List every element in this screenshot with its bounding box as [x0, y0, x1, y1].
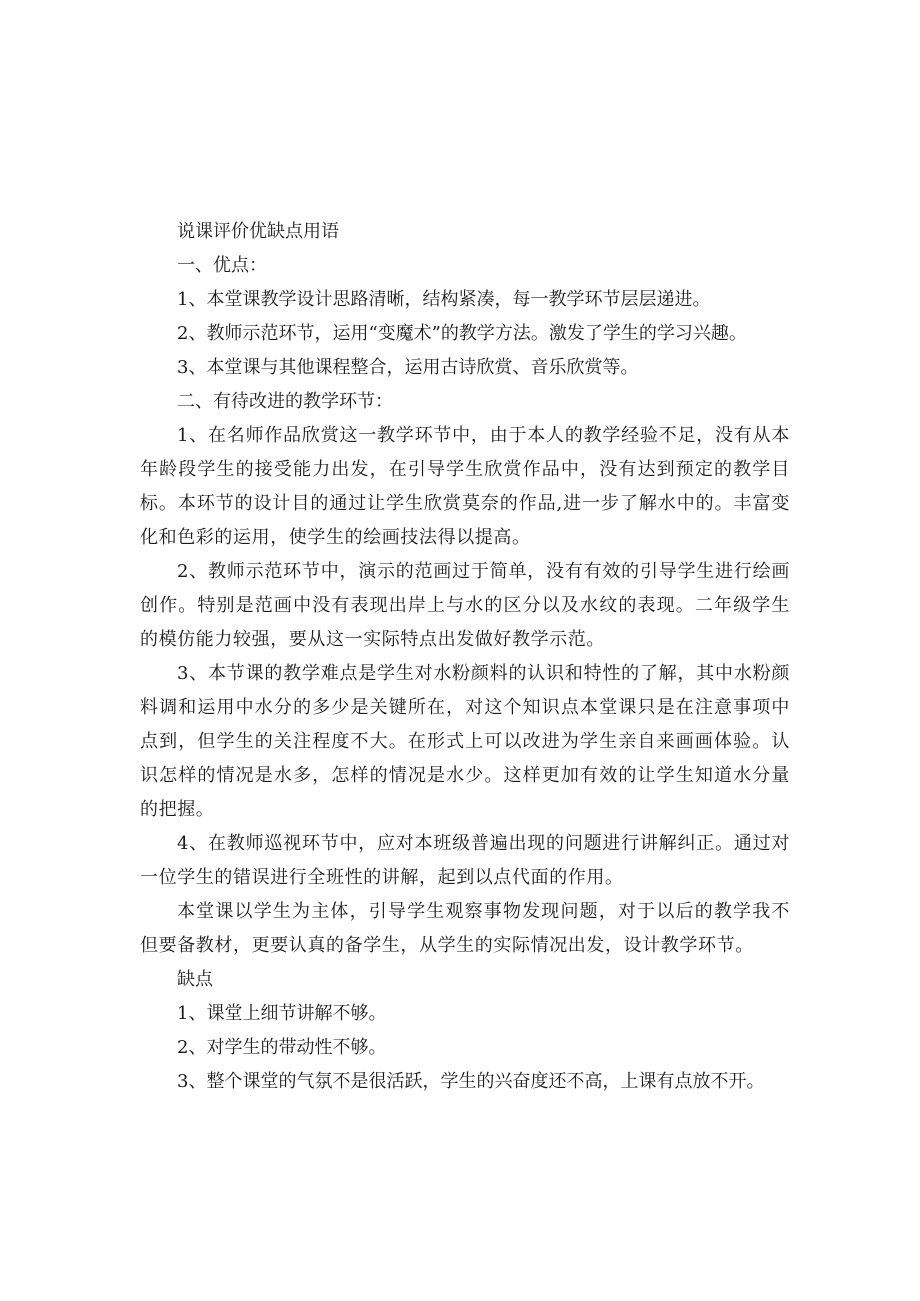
summary-paragraph: 本堂课以学生为主体，引导学生观察事物发现问题，对于以后的教学我不但要备教材，更要认真的备学生，从学生的实际情况出发，设计教学环节。: [140, 901, 790, 956]
document-body: [140, 215, 790, 1099]
improve-paragraph: 4、在教师巡视环节中，应对本班级普遍出现的问题进行讲解纠正。通过对一位学生的错误进行全班性的讲解，起到以点代面的作用。: [140, 833, 790, 888]
improve-heading: 二、有待改进的教学环节：: [177, 391, 393, 412]
improve-paragraph: 3、本节课的教学难点是学生对水粉颜料的认识和特性的了解，其中水粉颜料调和运用中水分的多少是关键所在，对这个知识点本堂课只是在注意事项中点到，但学生的关注程度不大。在形式上可以改进为学生亲自来画画体验。认识怎样的情况是水多，怎样的情况是水少。这样更加有效的让学生知道水分量的把握。: [140, 663, 790, 820]
advantage-item: 3、本堂课与其他课程整合，运用古诗欣赏、音乐欣赏等。: [177, 357, 639, 378]
advantages-heading: 一、优点：: [177, 255, 267, 276]
advantage-item: 1、本堂课教学设计思路清晰，结构紧凑，每一教学环节层层递进。: [177, 289, 711, 310]
disadvantage-item: 1、课堂上细节讲解不够。: [177, 1003, 387, 1024]
disadvantage-item: 2、对学生的带动性不够。: [177, 1037, 387, 1058]
disadvantage-item: 3、整个课堂的气氛不是很活跃，学生的兴奋度还不高，上课有点放不开。: [177, 1071, 765, 1092]
improve-paragraph: 1、在名师作品欣赏这一教学环节中，由于本人的教学经验不足，没有从本年龄段学生的接受能力出发，在引导学生欣赏作品中，没有达到预定的教学目标。本环节的设计目的通过让学生欣赏莫奈的作品,进一步了解水中的。丰富变化和色彩的运用，使学生的绘画技法得以提高。: [140, 425, 790, 548]
advantage-item: 2、教师示范环节，运用“变魔术”的教学方法。激发了学生的学习兴趣。: [177, 323, 747, 344]
document-title: 说课评价优缺点用语: [177, 221, 339, 242]
disadvantages-heading: 缺点: [177, 969, 213, 990]
improve-paragraph: 2、教师示范环节中，演示的范画过于简单，没有有效的引导学生进行绘画创作。特别是范画中没有表现出岸上与水的区分以及水纹的表现。二年级学生的模仿能力较强，要从这一实际特点出发做好教学示范。: [140, 561, 790, 650]
